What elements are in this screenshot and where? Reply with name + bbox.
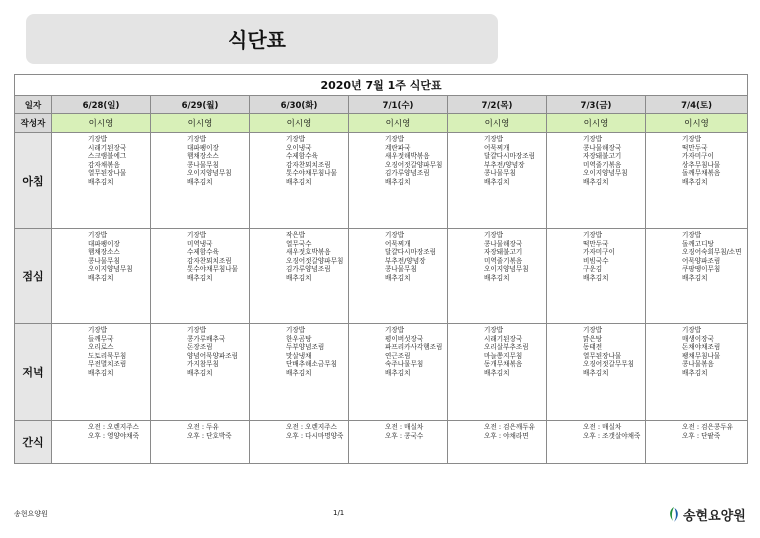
date-cell: 6/29(월) (151, 96, 250, 114)
logo-text: 송현요양원 (683, 508, 746, 524)
meal-label-dinner: 저녁 (15, 324, 52, 421)
menu-cell: 기장밥 시래기된장국 스크램블에그 감자채볶음 열무된장나물 배추김치 (52, 133, 151, 229)
writer-cell: 이시영 (448, 114, 547, 133)
writer-cell: 이시영 (151, 114, 250, 133)
menu-cell: 기장밥 떡만두국 가자미구이 비빔국수 구운김 배추김치 (547, 229, 646, 324)
menu-cell: 기장밥 매생이장국 돈채야채조림 팽채무침나물 콩나물볶음 배추김치 (646, 324, 748, 421)
menu-cell: 오전 : 검은콩두유 오후 : 단팥죽 (646, 421, 748, 464)
date-header-row (15, 96, 748, 114)
writer-cell: 이시영 (646, 114, 748, 133)
menu-cell: 오전 : 오렌지주스 오후 : 영양야채죽 (52, 421, 151, 464)
dinner-row (15, 324, 748, 421)
date-cell: 7/3(금) (547, 96, 646, 114)
writer-cell: 이시영 (52, 114, 151, 133)
date-cell: 7/2(목) (448, 96, 547, 114)
menu-cell: 기장밥 시래기된장국 오리살부추조림 마늘쫑지무침 동개무채볶음 배추김치 (448, 324, 547, 421)
menu-cell: 오전 : 두유 오후 : 단호박죽 (151, 421, 250, 464)
menu-cell: 기장밥 대파팽이장 햄채장소스 콩나물무침 오이지양념무침 배추김치 (52, 229, 151, 324)
writer-cell: 이시영 (250, 114, 349, 133)
menu-cell: 기장밥 미역냉국 수제함수육 감자찬뫼치조림 톳수야채무침나물 배추김치 (151, 229, 250, 324)
meal-label-breakfast: 아침 (15, 133, 52, 229)
menu-cell: 기장밥 콩나물해장국 자장돼불고기 미역줄기볶음 오이지양념무침 배추김치 (547, 133, 646, 229)
date-cell: 7/4(토) (646, 96, 748, 114)
date-label: 일자 (15, 96, 52, 114)
menu-cell: 기장밥 어묵찌개 달걀다시마장조림 부추전/양념장 콩나물무침 배추김치 (349, 229, 448, 324)
menu-cell: 기장밥 계란파국 새우젓해박볶음 오징어젓갈양파무침 김가루양념조림 배추김치 (349, 133, 448, 229)
footer-org: 송현요양원 (14, 510, 48, 518)
title-banner (26, 14, 498, 64)
menu-cell: 기장밥 들깨무국 오리로스 도토리묵무침 무전멸치조림 배추김치 (52, 324, 151, 421)
menu-cell: 기장밥 오이냉국 수제함수육 감자찬뫼치조림 톳수야채무침나물 배추김치 (250, 133, 349, 229)
menu-cell: 기장밥 맑은탕 동태전 열무된장나물 오징어젓갈무무침 배추김치 (547, 324, 646, 421)
writer-cell: 이시영 (349, 114, 448, 133)
menu-cell: 오전 : 매실차 오후 : 콩국수 (349, 421, 448, 464)
page-title: 식단표 (228, 28, 286, 52)
menu-cell: 기장밥 콩나물해장국 자장돼불고기 미역줄기볶음 오이지양념무침 배추김치 (448, 229, 547, 324)
logo-icon (668, 506, 680, 523)
menu-cell: 기장밥 떡만두국 가자미구이 상추무침나물 돌깨무채볶음 배추김치 (646, 133, 748, 229)
logo (668, 504, 746, 524)
logo-leaf-blue (674, 508, 678, 522)
date-cell: 7/1(수) (349, 96, 448, 114)
date-cell: 6/28(일) (52, 96, 151, 114)
menu-cell: 기장밥 대파팽이장 햄채장소스 콩나물무침 오이지양념무침 배추김치 (151, 133, 250, 229)
menu-cell: 기장밥 어묵찌개 달걀다시마장조림 부추전/양념장 콩나물무침 배추김치 (448, 133, 547, 229)
writer-cell: 이시영 (547, 114, 646, 133)
table-caption: 2020년 7월 1주 식단표 (15, 75, 748, 96)
menu-cell: 기장밥 콩가루배추국 돈장조림 양념어묵양파조림 가지참무침 배추김치 (151, 324, 250, 421)
lunch-row (15, 229, 748, 324)
menu-cell: 오전 : 매실차 오후 : 조갯살야채죽 (547, 421, 646, 464)
menu-cell: 오전 : 오렌지주스 오후 : 다시마명양죽 (250, 421, 349, 464)
meal-label-lunch: 점심 (15, 229, 52, 324)
meal-label-snack: 간식 (15, 421, 52, 464)
menu-cell: 기장밥 돌깨고디탕 오징어숙회무침/소면 어묵양파조림 쿠팡땡이무침 배추김치 (646, 229, 748, 324)
menu-cell: 작은밥 열무국수 새우젓호박볶음 오징어젓갈양파무침 김가루양념조림 배추김치 (250, 229, 349, 324)
writer-row (15, 114, 748, 133)
writer-label: 작성자 (15, 114, 52, 133)
menu-cell: 기장밥 한우곰탕 두부양념조림 맛살냉채 단배추해소금무침 배추김치 (250, 324, 349, 421)
menu-cell: 오전 : 검은깨두유 오후 : 야채라면 (448, 421, 547, 464)
page-number: 1/1 (333, 509, 345, 517)
logo-leaf-green (670, 507, 674, 521)
meal-plan-table (14, 74, 748, 464)
snack-row (15, 421, 748, 464)
menu-cell: 기장밥 평이버섯장국 파프리카사각햄조림 연근조림 숙주나물무침 배추김치 (349, 324, 448, 421)
breakfast-row (15, 133, 748, 229)
date-cell: 6/30(화) (250, 96, 349, 114)
